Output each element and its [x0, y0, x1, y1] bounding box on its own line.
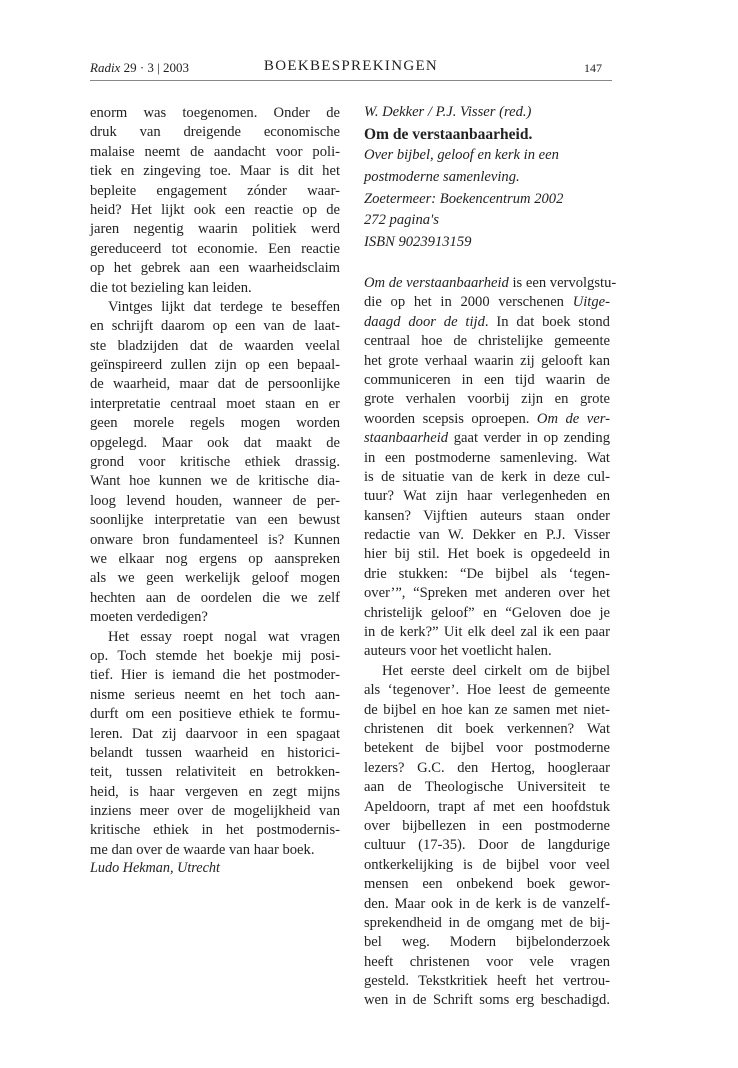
- text-segment: sprekendheid in de omgang met de bij-: [364, 914, 610, 931]
- text-segment: gereduceerd tot economie. Een reactie: [90, 240, 340, 257]
- text-segment: aan de Theologische Universiteit te: [364, 779, 610, 796]
- text-line: [90, 201, 340, 220]
- book-subtitle-line-1: Over bijbel, geloof en kerk in een: [364, 147, 559, 164]
- text-segment: inziens meer over de mogelijkheid van: [90, 803, 340, 820]
- text-line: [90, 453, 340, 472]
- text-segment: opgelegd. Maar ook dat maakt de: [90, 434, 340, 451]
- section-title: BOEKBESPREKINGEN: [263, 58, 439, 74]
- text-line: [364, 604, 610, 623]
- text-line: [364, 720, 610, 739]
- text-segment: mensen een onbekend boek gewor-: [364, 876, 610, 893]
- text-line: [364, 293, 610, 312]
- text-segment: communiceren in een tijd waarin de: [364, 371, 610, 388]
- text-segment: interpretatie centraal moet staan en er: [90, 395, 340, 412]
- text-segment: jaren negentig waarin politiek werd: [90, 221, 340, 238]
- text-line: [90, 821, 340, 840]
- book-pages: 272 pagina's: [364, 212, 439, 229]
- text-segment: de bijbel en hoe kan ze samen met niet-: [364, 701, 610, 718]
- text-segment: belandt tussen waarheid en historici-: [90, 744, 340, 761]
- text-line: [90, 298, 340, 317]
- text-segment: als ‘tegenover’. Hoe leest de gemeente: [364, 682, 610, 699]
- text-segment: den. Maar ook in de kerk is de vanzelf-: [364, 895, 610, 912]
- text-segment: drie stukken: “De bijbel als ‘tegen-: [364, 565, 610, 582]
- text-line: [90, 608, 340, 627]
- text-segment: me dan over de waarde van haar boek.: [90, 841, 315, 858]
- text-line: [364, 953, 610, 972]
- text-line: [364, 856, 610, 875]
- text-line: [364, 545, 610, 564]
- text-line: [364, 972, 610, 991]
- text-segment: kritische ethiek in het postmodernis-: [90, 822, 340, 839]
- text-line: [364, 371, 610, 390]
- text-line: [90, 395, 340, 414]
- text-segment: loog levend houden, wanneer de per-: [90, 492, 340, 509]
- text-line: [90, 841, 340, 860]
- text-line: [364, 895, 610, 914]
- italic-text: Om de verstaanbaarheid: [364, 275, 509, 291]
- text-segment: op. Toch stemde het boekje mij posi-: [90, 647, 340, 664]
- text-line: [90, 686, 340, 705]
- text-segment: teit, tussen relativiteit en betrokken-: [90, 764, 340, 781]
- text-segment: geen morele regels mogen worden: [90, 415, 340, 432]
- italic-text: Om de ver-: [536, 410, 610, 427]
- text-line: [364, 914, 610, 933]
- text-segment: Het essay roept nogal wat vragen: [108, 628, 340, 645]
- text-segment: ontkerkelijking is de bijbel voor veel: [364, 856, 610, 873]
- text-segment: het grote verhaal waarin zij gelooft kan: [364, 352, 610, 369]
- text-segment: die tot bezieling kan leiden.: [90, 279, 252, 296]
- text-segment: heeft christenen voor vele vragen: [364, 953, 610, 970]
- left-column-text: [90, 104, 340, 860]
- text-line: [364, 429, 610, 448]
- text-line: [90, 337, 340, 356]
- text-segment: auteurs voor het voetlicht halen.: [364, 643, 552, 660]
- text-segment: Apeldoorn, trapt af met een hoofdstuk: [364, 798, 610, 815]
- text-line: [90, 628, 340, 647]
- text-line: [364, 701, 610, 720]
- text-line: [364, 817, 610, 836]
- text-line: [364, 390, 610, 409]
- text-segment: Want hoe kunnen we de kritische dia-: [90, 473, 340, 490]
- text-line: [90, 666, 340, 685]
- text-line: [90, 220, 340, 239]
- text-line: [90, 492, 340, 511]
- text-line: [90, 647, 340, 666]
- running-header: [90, 58, 612, 81]
- text-line: [90, 240, 340, 259]
- italic-text: daagd door de tijd: [364, 313, 485, 330]
- text-line: [90, 531, 340, 550]
- text-line: [364, 623, 610, 642]
- page-number: 147: [584, 61, 602, 75]
- book-info: [364, 102, 614, 254]
- text-line: [90, 569, 340, 588]
- text-line: [364, 332, 610, 351]
- text-segment: grote verhalen voorbij zijn en grote: [364, 391, 610, 408]
- text-segment: enorm was toegenomen. Onder de: [90, 105, 340, 121]
- text-segment: kansen? Vijftien auteurs staan onder: [364, 507, 610, 524]
- text-line: [364, 352, 610, 371]
- text-line: [90, 783, 340, 802]
- text-line: [364, 468, 610, 487]
- journal-name: Radix: [90, 60, 121, 75]
- text-line: [90, 259, 340, 278]
- book-authors: W. Dekker / P.J. Visser (red.): [364, 104, 532, 120]
- text-segment: christelijk geloof” en “Geloven doe je: [364, 604, 610, 621]
- text-line: [90, 802, 340, 821]
- text-segment: over bijbellezen in een postmoderne: [364, 817, 610, 834]
- text-segment: durft om een positieve ethiek te formu-: [90, 706, 340, 723]
- text-line: [364, 584, 610, 603]
- text-segment: als we geen werkelijk geloof mogen: [90, 570, 340, 587]
- text-segment: wen in de Schrift soms erg beschadigd.: [364, 992, 610, 1009]
- italic-text: staanbaarheid: [364, 430, 449, 447]
- text-line: [364, 798, 610, 817]
- text-segment: bel weg. Modern bijbelonderzoek: [364, 934, 610, 951]
- text-line: [90, 414, 340, 433]
- text-segment: heid? Het lijkt ook een reactie op de: [90, 201, 340, 218]
- book-isbn: ISBN 9023913159: [364, 234, 472, 251]
- text-segment: gaat verder in op zending: [448, 430, 610, 447]
- right-column-text: [364, 274, 617, 1011]
- text-line: [90, 763, 340, 782]
- text-segment: redactie van W. Dekker en P.J. Visser: [364, 527, 610, 544]
- book-subtitle-line-2: postmoderne samenleving.: [364, 169, 520, 186]
- text-segment: betekent de bijbel voor postmoderne: [364, 740, 610, 757]
- text-segment: ste bladzijden dat de waarden veelal: [90, 337, 340, 354]
- text-line: [90, 472, 340, 491]
- text-segment: gesteld. Tekstkritiek heeft het vertrou-: [364, 973, 610, 990]
- text-line: [364, 642, 610, 661]
- text-line: [364, 778, 610, 797]
- text-line: [364, 410, 610, 429]
- text-line: [90, 744, 340, 763]
- text-segment: in de kerk?” Uit elk deel zal ik een paar: [364, 624, 610, 641]
- text-line: [90, 356, 340, 375]
- text-segment: is een vervolgstu-: [508, 275, 617, 291]
- text-segment: is de situatie van de kerk in deze cul-: [364, 468, 610, 485]
- text-segment: op het gebrek aan een waarheidsclaim: [90, 260, 340, 277]
- text-segment: Het eerste deel cirkelt om de bijbel: [382, 662, 610, 679]
- text-segment: hier bij stil. Het boek is opgedeeld in: [364, 546, 610, 563]
- text-line: [364, 991, 610, 1010]
- text-line: [90, 725, 340, 744]
- text-segment: tief. Hier is iemand die het postmoder-: [90, 667, 340, 684]
- text-line: [364, 933, 610, 952]
- text-segment: heid, is haar vergeven en zegt mijns: [90, 783, 340, 800]
- text-line: [90, 162, 340, 181]
- text-segment: christenen dit boek verkennen? Wat: [364, 720, 610, 737]
- text-segment: geïnspireerd zullen zijn op een bepaal-: [90, 357, 340, 374]
- text-segment: moeten verdedigen?: [90, 609, 208, 626]
- text-line: [364, 449, 610, 468]
- text-segment: tuur? Wat zijn haar verlegenheden en: [364, 488, 610, 505]
- text-line: [364, 274, 617, 293]
- text-segment: onware bron fundamenteel is? Kunnen: [90, 531, 340, 548]
- text-line: [364, 739, 610, 758]
- text-line: [364, 507, 610, 526]
- text-segment: lezers? G.C. den Hertog, hoogleraar: [364, 759, 610, 776]
- journal-issue: 29 · 3 | 2003: [123, 60, 190, 75]
- text-line: [90, 279, 340, 298]
- text-segment: de waarheid, maar dat de persoonlijke: [90, 376, 340, 393]
- text-segment: we elkaar nog ergens op aanspreken: [90, 550, 340, 567]
- text-line: [364, 875, 610, 894]
- text-line: [90, 317, 340, 336]
- text-line: [364, 662, 610, 681]
- text-line: [90, 705, 340, 724]
- text-line: [90, 104, 340, 123]
- text-segment: malaise neemt de aandacht voor poli-: [90, 143, 340, 160]
- text-line: [364, 313, 610, 332]
- text-line: [90, 434, 340, 453]
- text-line: [90, 550, 340, 569]
- text-segment: in een postmoderne samenleving. Wat: [364, 449, 610, 466]
- italic-text: Uitge-: [572, 294, 610, 311]
- text-segment: Vintges lijkt dat terdege te beseffen: [108, 298, 340, 315]
- text-line: [90, 511, 340, 530]
- text-line: [364, 487, 610, 506]
- text-line: [90, 375, 340, 394]
- text-segment: en schrijft daarom op een van de laat-: [90, 318, 340, 335]
- text-segment: bepleite engagement zónder waar-: [90, 182, 340, 199]
- text-line: [364, 526, 610, 545]
- text-line: [364, 681, 610, 700]
- text-line: [90, 143, 340, 162]
- text-segment: over’”, “Spreken met anderen over het: [364, 585, 610, 602]
- book-title: Om de verstaanbaarheid.: [364, 125, 533, 143]
- text-segment: grond voor kritische ethiek drassig.: [90, 454, 340, 471]
- text-segment: nisme serieus neemt en het toch aan-: [90, 686, 340, 703]
- book-publisher: Zoetermeer: Boekencentrum 2002: [364, 190, 564, 207]
- text-line: [90, 123, 340, 142]
- text-segment: . In dat boek stond: [484, 313, 610, 330]
- text-segment: die op het in 2000 verschenen: [364, 294, 573, 311]
- text-segment: cultuur (17-35). Door de langdurige: [364, 837, 610, 854]
- text-segment: tiek en zingeving toe. Maar is dit het: [90, 163, 340, 180]
- text-line: [90, 589, 340, 608]
- text-segment: centraal hoe de christelijke gemeente: [364, 333, 610, 350]
- text-segment: druk van dreigende economische: [90, 124, 340, 141]
- text-segment: woorden scepsis oproepen.: [364, 410, 537, 427]
- text-segment: soonlijke interpretatie van een bewust: [90, 512, 340, 529]
- text-line: [364, 836, 610, 855]
- text-line: [90, 182, 340, 201]
- text-segment: leren. Dat zij daarvoor in een spagaat: [90, 725, 340, 742]
- text-line: [364, 759, 610, 778]
- reviewer-signature: Ludo Hekman, Utrecht: [90, 860, 220, 876]
- text-segment: hechten aan de oordelen die we zelf: [90, 589, 340, 606]
- text-line: [364, 565, 610, 584]
